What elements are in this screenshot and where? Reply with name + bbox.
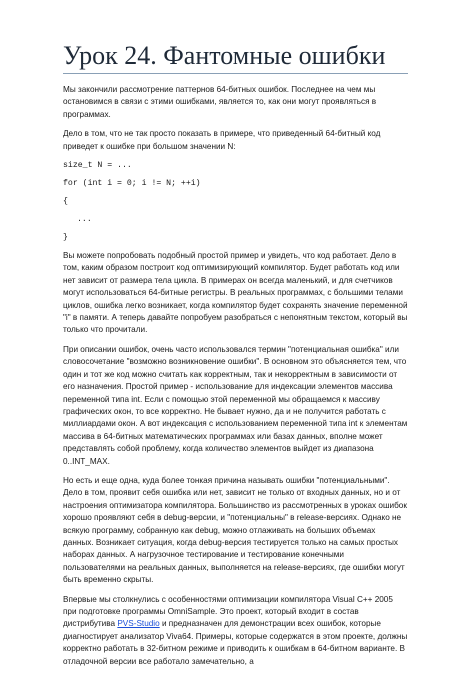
code-line: } xyxy=(63,233,68,243)
paragraph-text: и предназначен для демонстрации всех ошибок, которые диагностирует анализатор Viva64. Примеры, которые содержатся в этом проекте, должны корректно работать в 32-битном режиме и приводить к ошибкам в 64-битном варианте. В отладочной версии все работало замечательно, а xyxy=(63,619,408,666)
document-page xyxy=(0,40,452,680)
pvs-studio-link[interactable]: PVS-Studio xyxy=(117,619,160,629)
code-line: for (int i = 0; i != N; ++i) xyxy=(63,179,201,189)
paragraph-optimizer: Вы можете попробовать подобный простой пример и увидеть, что код работает. Дело в том, каким образом построит код оптимизирующий компилятор. Будет работать код или нет зависит от размера тела цикла. В примерах он всегда маленький, и для счетчиков могут использоваться 64-битные регистры. В реальных программах, с большими телами циклов, ошибка легко возникает, когда компилятор будет сохранять значение переменной "i" в памяти. А теперь давайте попробуем разобраться с непонятным текстом, который вы только что прочитали. xyxy=(63,251,408,335)
code-line: size_t N = ... xyxy=(63,161,132,171)
paragraph-intro: Мы закончили рассмотрение паттернов 64-битных ошибок. Последнее на чем мы остановимся в связи с этими ошибками, является то, как они могут проявляться в программах. xyxy=(63,85,377,119)
code-line: { xyxy=(63,197,68,207)
title-divider xyxy=(63,73,408,74)
paragraph-omnisample xyxy=(63,594,408,668)
paragraph-example-intro: Дело в том, что не так просто показать в примере, что приведенный 64-битный код приведет к ошибке при большом значении N: xyxy=(63,129,381,151)
paragraph-release-debug: Но есть и еще одна, куда более тонкая причина называть ошибки "потенциальными". Дело в том, проявит себя ошибка или нет, зависит не только от входных данных, но и от настроения оптимизатора компилятора. Большинство из рассмотренных в уроках ошибок хорошо проявляют себя в debug-версии, и "потенциальны" в release-версиях. Однако не всякую программу, собранную как debug, можно отлаживать на больших объемах данных. Возникает ситуация, когда debug-версия тестируется только на самых простых наборах данных. А нагрузочное тестирование и тестирование конечными пользователями на реальных данных, выполняется на release-версиях, где ошибки могут быть временно скрыты. xyxy=(63,475,407,585)
paragraph-potential-errors: При описании ошибок, очень часто использовался термин "потенциальная ошибка" или словосочетание "возможно возникновение ошибки". В основном это объясняется тем, что один и тот же код можно считать как корректным, так и некорректным в зависимости от его назначения. Простой пример - использование для индексации элементов массива переменной типа int. Если с помощью этой переменной мы обращаемся к массиву графических окон, то все корректно. Не бывает нужно, да и не получится работать с миллиардами окон. А вот индексация с использованием переменной типа int к элементам массива в 64-битных математических программах или базах данных, вполне может представлять собой проблему, когда количество элементов выйдет из диапазона 0..INT_MAX. xyxy=(63,344,408,466)
page-title: Урок 24. Фантомные ошибки xyxy=(63,41,386,70)
code-block xyxy=(63,160,408,244)
paragraph-text: Впервые мы столкнулись с особенностями оптимизации компилятора Visual C++ 2005 при подготовке программы OmniSample. Это проект, который входит в состав дистрибутива xyxy=(63,594,393,629)
code-line: ... xyxy=(77,215,92,225)
